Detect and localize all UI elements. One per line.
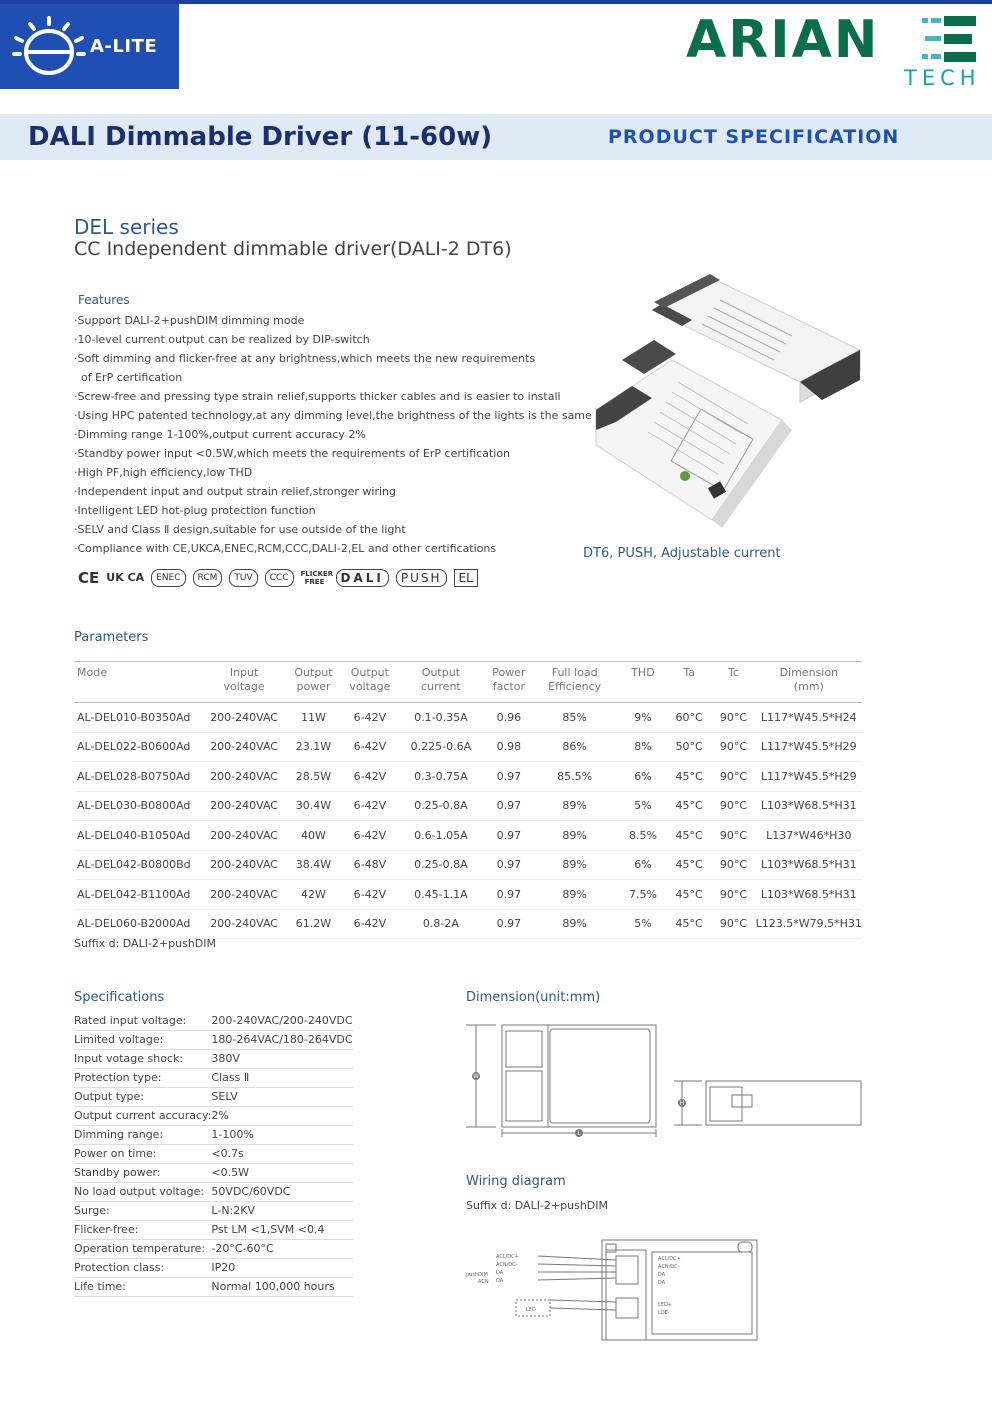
spec-value: 380V: [211, 1050, 352, 1069]
cell-output-power: 61.2W: [282, 909, 346, 939]
title-banner: [0, 114, 992, 160]
dali-mark-icon: DALI: [336, 569, 389, 587]
cell-output-voltage: 6-42V: [345, 880, 394, 910]
spec-key: Life time:: [74, 1278, 211, 1297]
cell-dimension: L137*W46*H30: [756, 821, 862, 851]
cell-mode: AL-DEL060-B2000Ad: [74, 909, 206, 939]
table-row: [74, 1240, 353, 1259]
cell-thd: 8.5%: [619, 821, 667, 851]
table-row: [74, 732, 862, 762]
terminal-label-acl: ACL/DC+: [658, 1256, 681, 1262]
cell-power-factor: 0.98: [487, 732, 530, 762]
parameters-title: Parameters: [74, 630, 149, 645]
table-row: [74, 703, 862, 733]
cell-thd: 8%: [619, 732, 667, 762]
dimension-drawing: [466, 1015, 866, 1145]
feature-item: ·Dimming range 1-100%,output current accuracy 2%: [74, 428, 366, 441]
feature-item: ·Support DALI-2+pushDIM dimming mode: [74, 314, 305, 327]
cell-output-current: 0.225-0.6A: [394, 732, 487, 762]
cell-input-voltage: 200-240VAC: [206, 703, 281, 733]
col-header-tc: Tc: [711, 662, 755, 703]
spec-value: SELV: [211, 1088, 352, 1107]
cell-power-factor: 0.97: [487, 762, 530, 792]
cell-output-voltage: 6-42V: [345, 762, 394, 792]
cell-efficiency: 85.5%: [530, 762, 619, 792]
cell-output-power: 38.4W: [282, 850, 346, 880]
spec-value: 2%: [211, 1107, 352, 1126]
cell-output-current: 0.6-1.05A: [394, 821, 487, 851]
table-row: [74, 909, 862, 939]
wire-label-da2: DA: [496, 1278, 504, 1284]
wire-label-acn-push: ACN: [478, 1279, 489, 1285]
cell-ta: 45°C: [667, 791, 711, 821]
feature-item: ·Using HPC patented technology,at any dimming level,the brightness of the lights is the same: [74, 409, 592, 422]
terminal-label-da1: DA: [658, 1272, 666, 1278]
feature-item: ·Intelligent LED hot-plug protection function: [74, 504, 316, 517]
cell-output-power: 23.1W: [282, 732, 346, 762]
features-title: Features: [78, 293, 130, 307]
cell-efficiency: 89%: [530, 880, 619, 910]
spec-value: 50VDC/60VDC: [211, 1183, 352, 1202]
feature-item: of ErP certification: [74, 371, 183, 384]
spec-value: Class Ⅱ: [211, 1069, 352, 1088]
cell-power-factor: 0.97: [487, 880, 530, 910]
cell-efficiency: 89%: [530, 909, 619, 939]
parameters-header-row: [74, 662, 862, 703]
spec-key: Protection class:: [74, 1259, 211, 1278]
cell-input-voltage: 200-240VAC: [206, 850, 281, 880]
cell-output-current: 0.3-0.75A: [394, 762, 487, 792]
spec-value: L-N:2KV: [211, 1202, 352, 1221]
cell-tc: 90°C: [711, 762, 755, 792]
dimension-title: Dimension(unit:mm): [466, 990, 601, 1005]
terminal-label-da2: DA: [658, 1280, 666, 1286]
spec-key: Standby power:: [74, 1164, 211, 1183]
cell-mode: AL-DEL040-B1050Ad: [74, 821, 206, 851]
cell-output-power: 30.4W: [282, 791, 346, 821]
cell-tc: 90°C: [711, 850, 755, 880]
cell-ta: 45°C: [667, 909, 711, 939]
cell-mode: AL-DEL030-B0800Ad: [74, 791, 206, 821]
lamp-icon: [12, 16, 86, 78]
cell-mode: AL-DEL042-B0800Bd: [74, 850, 206, 880]
table-row: [74, 1069, 353, 1088]
cell-input-voltage: 200-240VAC: [206, 791, 281, 821]
feature-item: ·Compliance with CE,UKCA,ENEC,RCM,CCC,DALI-2,EL and other certifications: [74, 542, 497, 555]
enec-mark-icon: ENEC: [151, 569, 185, 587]
wiring-diagram: [466, 1230, 766, 1350]
photo-caption: DT6, PUSH, Adjustable current: [583, 546, 781, 561]
feature-item: ·Standby power input <0.5W,which meets the requirements of ErP certification: [74, 447, 511, 460]
spec-key: Dimming range:: [74, 1126, 211, 1145]
cell-output-current: 0.25-0.8A: [394, 850, 487, 880]
specifications-table: [74, 1012, 353, 1297]
spec-value: IP20: [211, 1259, 352, 1278]
cell-power-factor: 0.97: [487, 791, 530, 821]
cell-dimension: L117*W45.5*H29: [756, 762, 862, 792]
el-mark-icon: EL: [454, 569, 478, 587]
spec-key: Power on time:: [74, 1145, 211, 1164]
col-header-mode: Mode: [74, 662, 206, 703]
cell-mode: AL-DEL010-B0350Ad: [74, 703, 206, 733]
cell-output-voltage: 6-48V: [345, 850, 394, 880]
cell-dimension: L117*W45.5*H29: [756, 732, 862, 762]
cell-dimension: L103*W68.5*H31: [756, 791, 862, 821]
col-header-input-voltage: Input voltage: [206, 662, 281, 703]
parameters-table: [74, 661, 862, 939]
certification-marks: [78, 566, 478, 590]
cell-thd: 6%: [619, 850, 667, 880]
col-header-dimension: Dimension (mm): [756, 662, 862, 703]
cell-output-current: 0.25-0.8A: [394, 791, 487, 821]
spec-label: PRODUCT SPECIFICATION: [608, 126, 900, 148]
cell-input-voltage: 200-240VAC: [206, 909, 281, 939]
col-header-power-factor: Power factor: [487, 662, 530, 703]
cell-tc: 90°C: [711, 909, 755, 939]
spec-key: Surge:: [74, 1202, 211, 1221]
cell-power-factor: 0.97: [487, 909, 530, 939]
cell-mode: AL-DEL028-B0750Ad: [74, 762, 206, 792]
table-row: [74, 762, 862, 792]
spec-key: No load output voltage:: [74, 1183, 211, 1202]
tech-text: TECH: [904, 66, 981, 90]
spec-key: Protection type:: [74, 1069, 211, 1088]
table-row: [74, 850, 862, 880]
wire-label-pushdim: pushDIM: [466, 1272, 488, 1278]
spec-key: Limited voltage:: [74, 1031, 211, 1050]
cell-output-voltage: 6-42V: [345, 909, 394, 939]
wire-label-acl: ACL/DC+: [496, 1254, 519, 1260]
cell-output-voltage: 6-42V: [345, 791, 394, 821]
table-row: [74, 880, 862, 910]
cell-dimension: L123.5*W79.5*H31: [756, 909, 862, 939]
table-row: [74, 1202, 353, 1221]
spec-value: 180-264VAC/180-264VDC: [211, 1031, 352, 1050]
feature-item: ·High PF,high efficiency,low THD: [74, 466, 253, 479]
cell-ta: 45°C: [667, 821, 711, 851]
w-label: W: [473, 1073, 479, 1080]
ukca-mark-icon: UK CA: [106, 571, 145, 584]
cell-efficiency: 86%: [530, 732, 619, 762]
table-row: [74, 1126, 353, 1145]
l-label: L: [577, 1130, 581, 1137]
cell-ta: 50°C: [667, 732, 711, 762]
cell-input-voltage: 200-240VAC: [206, 821, 281, 851]
flicker-free-mark-icon: FLICKER FREE: [300, 570, 334, 586]
spec-key: Flicker-free:: [74, 1221, 211, 1240]
cell-tc: 90°C: [711, 732, 755, 762]
col-header-output-power: Output power: [282, 662, 346, 703]
table-row: [74, 1012, 353, 1031]
cell-input-voltage: 200-240VAC: [206, 880, 281, 910]
spec-value: <0.7s: [211, 1145, 352, 1164]
cell-tc: 90°C: [711, 880, 755, 910]
cell-input-voltage: 200-240VAC: [206, 732, 281, 762]
table-row: [74, 1031, 353, 1050]
col-header-output-voltage: Output voltage: [345, 662, 394, 703]
features-list: [74, 312, 592, 559]
cell-power-factor: 0.97: [487, 850, 530, 880]
h-label: H: [679, 1100, 685, 1107]
ccc-mark-icon: CCC: [265, 569, 294, 587]
ce-mark-icon: CE: [78, 569, 100, 587]
cell-efficiency: 89%: [530, 850, 619, 880]
wire-label-acn: ACN/DC-: [496, 1262, 518, 1268]
table-row: [74, 791, 862, 821]
cell-tc: 90°C: [711, 821, 755, 851]
spec-key: Operation temperature:: [74, 1240, 211, 1259]
cell-tc: 90°C: [711, 703, 755, 733]
parameters-suffix-note: Suffix d: DALI-2+pushDIM: [74, 937, 217, 950]
feature-item: ·Independent input and output strain relief,stronger wiring: [74, 485, 396, 498]
a-lite-logo: [0, 4, 179, 89]
feature-item: ·10-level current output can be realized by DIP-switch: [74, 333, 370, 346]
cell-output-voltage: 6-42V: [345, 821, 394, 851]
driver-lower: [596, 340, 792, 528]
cell-dimension: L117*W45.5*H24: [756, 703, 862, 733]
table-row: [74, 1278, 353, 1297]
table-row: [74, 1259, 353, 1278]
spec-key: Input votage shock:: [74, 1050, 211, 1069]
wire-label-led: LED: [526, 1307, 536, 1313]
cell-thd: 5%: [619, 909, 667, 939]
col-header-output-current: Output current: [394, 662, 487, 703]
cell-efficiency: 89%: [530, 821, 619, 851]
terminal-label-led-plus: LED+: [658, 1302, 672, 1308]
wiring-title: Wiring diagram: [466, 1174, 566, 1189]
a-lite-brand-text: A-LITE: [90, 36, 158, 57]
cell-output-voltage: 6-42V: [345, 732, 394, 762]
cell-thd: 5%: [619, 791, 667, 821]
spec-key: Rated input voltage:: [74, 1012, 211, 1031]
spec-value: Normal 100,000 hours: [211, 1278, 352, 1297]
table-row: [74, 1107, 353, 1126]
cell-output-voltage: 6-42V: [345, 703, 394, 733]
series-name: DEL series: [74, 215, 179, 239]
push-mark-icon: PUSH: [396, 569, 447, 587]
tuv-mark-icon: TUV: [229, 569, 257, 587]
col-header-thd: THD: [619, 662, 667, 703]
cell-ta: 45°C: [667, 850, 711, 880]
spec-value: <0.5W: [211, 1164, 352, 1183]
spec-value: Pst LM <1,SVM <0.4: [211, 1221, 352, 1240]
cell-output-current: 0.45-1.1A: [394, 880, 487, 910]
feature-item: ·Soft dimming and flicker-free at any brightness,which meets the new requirements: [74, 352, 536, 365]
cell-output-power: 42W: [282, 880, 346, 910]
spec-value: -20°C-60°C: [211, 1240, 352, 1259]
col-header-efficiency: Full load Efficiency: [530, 662, 619, 703]
cell-thd: 6%: [619, 762, 667, 792]
cell-thd: 7.5%: [619, 880, 667, 910]
feature-item: ·SELV and Class Ⅱ design,suitable for use outside of the light: [74, 523, 406, 536]
cell-mode: AL-DEL042-B1100Ad: [74, 880, 206, 910]
cell-tc: 90°C: [711, 791, 755, 821]
product-subtitle: CC Independent dimmable driver(DALI-2 DT6): [74, 238, 512, 260]
table-row: [74, 1088, 353, 1107]
cell-efficiency: 89%: [530, 791, 619, 821]
rcm-mark-icon: RCM: [193, 569, 223, 587]
cell-output-power: 40W: [282, 821, 346, 851]
ariane-logo-text: ARIAN: [686, 10, 880, 70]
cell-output-current: 0.8-2A: [394, 909, 487, 939]
wiring-suffix-note: Suffix d: DALI-2+pushDIM: [466, 1199, 609, 1212]
table-row: [74, 1050, 353, 1069]
product-photo: [592, 270, 862, 530]
ariane-e-icon: [922, 16, 976, 62]
spec-value: 1-100%: [211, 1126, 352, 1145]
page-title: DALI Dimmable Driver (11-60w): [28, 122, 493, 152]
spec-key: Output type:: [74, 1088, 211, 1107]
terminal-label-led-minus: LDE-: [658, 1310, 670, 1316]
cell-mode: AL-DEL022-B0600Ad: [74, 732, 206, 762]
table-row: [74, 821, 862, 851]
feature-item: ·Screw-free and pressing type strain relief,supports thicker cables and is easier to install: [74, 390, 561, 403]
cell-dimension: L103*W68.5*H31: [756, 880, 862, 910]
col-header-ta: Ta: [667, 662, 711, 703]
table-row: [74, 1145, 353, 1164]
spec-key: Output current accuracy:: [74, 1107, 211, 1126]
cell-dimension: L103*W68.5*H31: [756, 850, 862, 880]
table-row: [74, 1221, 353, 1240]
wire-label-da1: DA: [496, 1270, 504, 1276]
terminal-label-acn: ACN/DC-: [658, 1264, 680, 1270]
cell-ta: 45°C: [667, 880, 711, 910]
spec-value: 200-240VAC/200-240VDC: [211, 1012, 352, 1031]
cell-output-power: 11W: [282, 703, 346, 733]
table-row: [74, 1183, 353, 1202]
cell-ta: 45°C: [667, 762, 711, 792]
cell-power-factor: 0.96: [487, 703, 530, 733]
cell-thd: 9%: [619, 703, 667, 733]
cell-power-factor: 0.97: [487, 821, 530, 851]
table-row: [74, 1164, 353, 1183]
cell-efficiency: 85%: [530, 703, 619, 733]
cell-output-power: 28.5W: [282, 762, 346, 792]
specifications-title: Specifications: [74, 990, 165, 1005]
cell-output-current: 0.1-0.35A: [394, 703, 487, 733]
cell-ta: 60°C: [667, 703, 711, 733]
cell-input-voltage: 200-240VAC: [206, 762, 281, 792]
